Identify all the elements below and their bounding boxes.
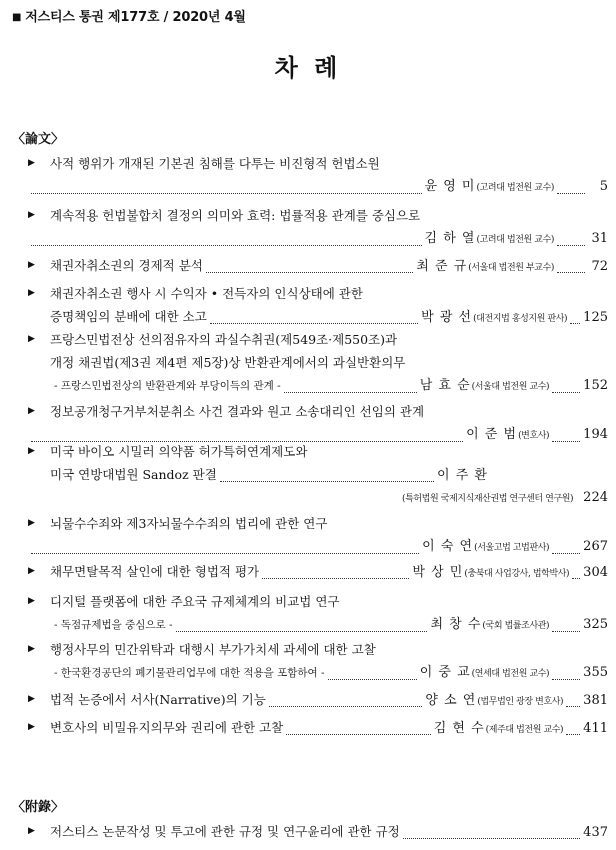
toc-entry[interactable] <box>28 254 608 277</box>
toc-entry[interactable] <box>28 328 608 397</box>
entry-page: 381 <box>583 693 608 708</box>
entry-author: 박 광 선 <box>421 310 473 325</box>
entry-page: 267 <box>583 539 608 554</box>
toc-entry[interactable] <box>28 152 608 198</box>
journal-header <box>12 6 246 25</box>
triangle-bullet-icon: ▶ <box>28 518 35 528</box>
entry-affiliation: (변호사) <box>518 431 550 441</box>
journal-issue-label: 저스티스 통권 제177호 / 2020년 4월 <box>25 10 246 25</box>
entry-subtitle: - 한국환경공단의 폐기물관리업무에 대한 적용을 포함하여 - <box>54 667 325 679</box>
entry-page: 125 <box>583 310 608 325</box>
triangle-bullet-icon: ▶ <box>28 210 35 220</box>
entry-page: 304 <box>583 565 608 580</box>
entry-subtitle: - 프랑스민법전상의 반환관계와 부당이득의 관계 - <box>54 380 281 392</box>
triangle-bullet-icon: ▶ <box>28 334 35 344</box>
entry-page: 411 <box>583 721 608 736</box>
entry-affiliation: (고려대 법전원 교수) <box>476 183 554 193</box>
entry-author: 김 현 수 <box>433 721 485 736</box>
entry-author: 양 소 연 <box>425 693 477 708</box>
entry-title: 행정사무의 민간위탁과 대행시 부가가치세 과세에 대한 고찰 <box>50 642 376 657</box>
entry-page: 325 <box>583 617 608 632</box>
section-heading-papers: 〈論文〉 <box>12 132 65 147</box>
page-title: 차 례 <box>274 53 342 82</box>
entry-page: 31 <box>591 231 608 246</box>
entry-author: 윤 영 미 <box>424 179 476 194</box>
triangle-bullet-icon: ▶ <box>28 596 35 606</box>
triangle-bullet-icon: ▶ <box>28 406 35 416</box>
entry-author: 남 효 순 <box>419 378 471 393</box>
entry-page: 5 <box>599 179 608 194</box>
entry-title: 채권자취소권 행사 시 수익자 • 전득자의 인식상태에 관한 <box>50 286 363 301</box>
entry-title-line2: 개정 채권법(제3권 제4편 제5장)상 반환관계에서의 과실반환의무 <box>50 355 406 370</box>
toc-entry[interactable] <box>28 638 608 684</box>
entry-title: 법적 논증에서 서사(Narrative)의 기능 <box>50 692 266 707</box>
entry-title: 사적 행위가 개재된 기본권 침해를 다투는 비진형적 헌법소원 <box>50 156 380 171</box>
entry-page: 152 <box>583 378 608 393</box>
toc-entry[interactable] <box>28 688 608 711</box>
toc-entry[interactable] <box>28 282 608 328</box>
entry-affiliation: (대전지법 홍성지원 판사) <box>473 314 568 324</box>
entry-author: 박 상 민 <box>412 565 464 580</box>
entry-affiliation: (국회 법률조사관) <box>482 621 550 631</box>
entry-title: 뇌물수수죄와 제3자뇌물수수죄의 법리에 관한 연구 <box>50 516 328 531</box>
square-bullet-icon: ■ <box>12 12 22 23</box>
toc-entry[interactable] <box>28 820 608 843</box>
toc-entry[interactable] <box>28 716 608 739</box>
entry-title: 계속적용 헌법불합치 결정의 의미와 효력: 법률적용 관계를 중심으로 <box>50 208 421 223</box>
toc-entry[interactable] <box>28 590 608 636</box>
entry-title-line2: 미국 연방대법원 Sandoz 판결 <box>50 467 217 482</box>
entry-affiliation: (서울대 법전원 부교수) <box>468 263 554 273</box>
entry-author: 최 준 규 <box>416 259 468 274</box>
triangle-bullet-icon: ▶ <box>28 694 35 704</box>
toc-entry[interactable] <box>28 440 608 509</box>
entry-author: 이 주 환 <box>437 468 488 483</box>
entry-affiliation: (법무법인 광장 변호사) <box>477 697 564 707</box>
entry-affiliation: (연세대 법전원 교수) <box>471 669 550 679</box>
entry-page: 72 <box>591 259 608 274</box>
entry-page: 224 <box>583 490 608 505</box>
triangle-bullet-icon: ▶ <box>28 644 35 654</box>
triangle-bullet-icon: ▶ <box>28 566 35 576</box>
entry-author: 김 하 열 <box>424 231 476 246</box>
toc-entry[interactable] <box>28 560 608 583</box>
entry-affiliation: (서울대 법전원 교수) <box>471 382 550 392</box>
triangle-bullet-icon: ▶ <box>28 446 35 456</box>
triangle-bullet-icon: ▶ <box>28 722 35 732</box>
entry-title: 프랑스민법전상 선의점유자의 과실수취권(제549조·제550조)과 <box>50 332 398 347</box>
entry-title: 정보공개청구거부처분취소 사건 결과와 원고 소송대리인 선임의 관계 <box>50 404 425 419</box>
entry-title: 미국 바이오 시밀러 의약품 허가특허연계제도와 <box>50 444 308 459</box>
entry-affiliation: (특허법원 국제지식재산권법 연구센터 연구원) <box>401 494 574 504</box>
entry-title: 디지털 플랫폼에 대한 주요국 규제체계의 비교법 연구 <box>50 594 340 609</box>
entry-title: 채권자취소권의 경제적 분석 <box>50 258 203 273</box>
triangle-bullet-icon: ▶ <box>28 826 35 836</box>
entry-title-line2: 증명책임의 분배에 대한 소고 <box>50 309 207 324</box>
entry-author: 최 창 수 <box>430 617 482 632</box>
entry-title: 변호사의 비밀유지의무와 권리에 관한 고찰 <box>50 720 284 735</box>
toc-entry[interactable] <box>28 512 608 558</box>
entry-subtitle: - 독점규제법을 중심으로 - <box>54 619 173 631</box>
entry-page: 355 <box>583 665 608 680</box>
entry-affiliation: (제주대 법전원 교수) <box>485 725 564 735</box>
entry-affiliation: (서울고법 고법판사) <box>474 543 550 553</box>
entry-author: 이 중 교 <box>419 665 471 680</box>
entry-affiliation: (고려대 법전원 교수) <box>476 235 554 245</box>
section-heading-appendix: 〈附錄〉 <box>12 800 65 815</box>
entry-affiliation: (충북대 사업강사, 법학박사) <box>464 569 570 579</box>
toc-entry[interactable] <box>28 204 608 250</box>
entry-author: 이 숙 연 <box>422 539 474 554</box>
entry-author: 이 준 범 <box>466 427 518 442</box>
entry-title: 채무면탈목적 살인에 대한 형법적 평가 <box>50 564 260 579</box>
triangle-bullet-icon: ▶ <box>28 260 35 270</box>
entry-page: 437 <box>583 825 608 840</box>
triangle-bullet-icon: ▶ <box>28 288 35 298</box>
entry-page: 194 <box>583 427 608 442</box>
triangle-bullet-icon: ▶ <box>28 158 35 168</box>
entry-title: 저스티스 논문작성 및 투고에 관한 규정 및 연구윤리에 관한 규정 <box>50 824 400 839</box>
